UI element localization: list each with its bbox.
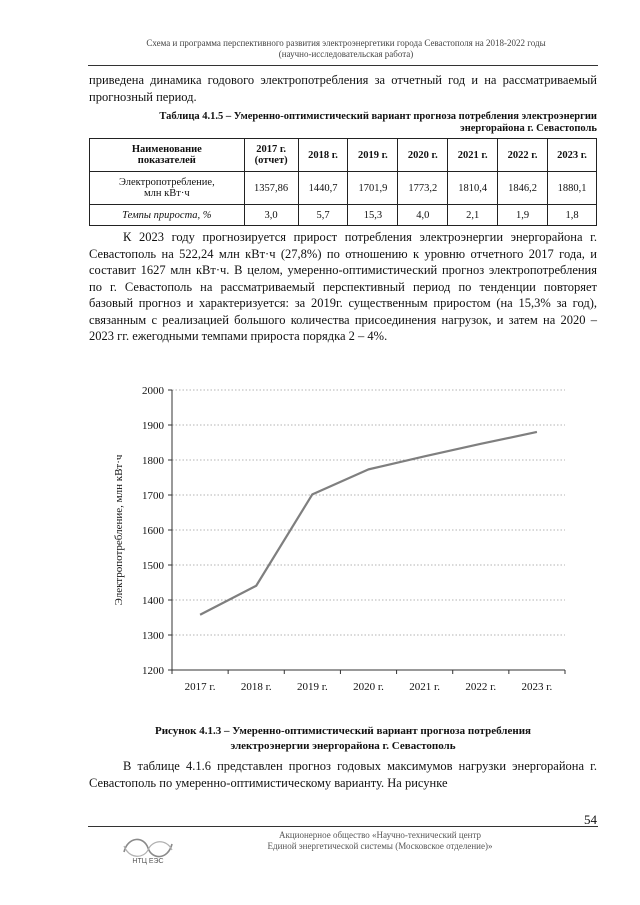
x-tick-label: 2021 г. bbox=[409, 681, 441, 693]
tail-paragraph: В таблице 4.1.6 представлен прогноз годовых максимумов нагрузки энергорайона г. Севастополь по умеренно-оптимистическому варианту. На рисунке bbox=[89, 759, 597, 790]
header-cell-year: 2018 г. bbox=[298, 139, 348, 172]
table-cell: 1,9 bbox=[498, 205, 548, 226]
footer bbox=[200, 830, 560, 852]
x-tick-labels bbox=[172, 670, 565, 693]
table-cell: 4,0 bbox=[398, 205, 448, 226]
table-caption-line1: Таблица 4.1.5 – Умеренно-оптимистический вариант прогноза потребления электроэнергии bbox=[159, 111, 597, 122]
table-caption bbox=[89, 111, 597, 135]
table-cell: 15,3 bbox=[348, 205, 398, 226]
y-tick-label: 1700 bbox=[142, 490, 164, 502]
consumption-line-chart bbox=[100, 380, 580, 710]
table-cell: 1810,4 bbox=[448, 172, 498, 205]
header-cell-year: 2022 г. bbox=[498, 139, 548, 172]
table-cell: 3,0 bbox=[244, 205, 298, 226]
header-cell-year: 2023 г. bbox=[548, 139, 597, 172]
y-tick-labels bbox=[142, 385, 172, 677]
x-tick-label: 2017 г. bbox=[184, 681, 216, 693]
header-name-line2: показателей bbox=[137, 155, 196, 166]
footer-line2: Единой энергетической системы (Московское отделение)» bbox=[267, 841, 493, 851]
header-subtitle: (научно-исследовательская работа) bbox=[278, 49, 414, 59]
table-cell: 1773,2 bbox=[398, 172, 448, 205]
table-cell: 5,7 bbox=[298, 205, 348, 226]
table-cell: 1880,1 bbox=[548, 172, 597, 205]
y-tick-label: 1900 bbox=[142, 420, 164, 432]
x-tick-label: 2019 г. bbox=[296, 681, 328, 693]
table-cell: 2,1 bbox=[448, 205, 498, 226]
table-row-growth bbox=[90, 205, 597, 226]
forecast-table bbox=[89, 138, 597, 226]
y-tick-label: 1300 bbox=[142, 630, 164, 642]
header-cell-year: 2019 г. bbox=[348, 139, 398, 172]
y-tick-label: 1800 bbox=[142, 455, 164, 467]
page-number: 54 bbox=[584, 812, 597, 827]
row-label-line2: млн кВт·ч bbox=[144, 188, 190, 199]
company-logo bbox=[118, 832, 178, 866]
row-label-line1: Электропотребление, bbox=[118, 177, 215, 188]
x-tick-label: 2018 г. bbox=[240, 681, 272, 693]
x-tick-label: 2022 г. bbox=[465, 681, 497, 693]
header-cell-name bbox=[90, 139, 245, 172]
y-tick-label: 2000 bbox=[142, 385, 164, 397]
y-tick-label: 1400 bbox=[142, 595, 164, 607]
table-cell: 1846,2 bbox=[498, 172, 548, 205]
table-cell: 1357,86 bbox=[244, 172, 298, 205]
y-tick-label: 1600 bbox=[142, 525, 164, 537]
header-cell-year: 2021 г. bbox=[448, 139, 498, 172]
table-row-consumption bbox=[90, 172, 597, 205]
y-tick-label: 1500 bbox=[142, 560, 164, 572]
y-axis-label: Электропотребление, млн кВт·ч bbox=[113, 454, 125, 606]
consumption-series-line bbox=[200, 432, 537, 615]
x-tick-label: 2023 г. bbox=[521, 681, 553, 693]
header-2017-line1: 2017 г. bbox=[256, 144, 287, 155]
table-cell: 1,8 bbox=[548, 205, 597, 226]
y-tick-label: 1200 bbox=[142, 665, 164, 677]
table-cell: 1701,9 bbox=[348, 172, 398, 205]
x-tick-label: 2020 г. bbox=[353, 681, 384, 693]
body-paragraph: К 2023 году прогнозируется прирост потребления электроэнергии энергорайона г. Севастополь на 522,24 млн кВт·ч (27,8%) по отношению к уровню отчетного 2017 года, и составит 1627 млн кВт·ч. В целом, умеренно-оптимистический прогноз электропотребления по г. Севастополь на рассматриваемый перспективный период по тенденции повторяет базовый прогноз и характеризуется: за 2019г. существенным приростом (на 15,3% за год), связанным с реализацией большого количества присоединения нагрузок, и затем на 2020 – 2023 гг. ежегодными темпами прироста порядка 2 – 4%. bbox=[89, 230, 597, 343]
table-caption-line2: энергорайона г. Севастополь bbox=[460, 123, 597, 134]
header-name-line1: Наименование bbox=[131, 144, 202, 155]
row-label-consumption bbox=[90, 172, 245, 205]
header-rule bbox=[88, 65, 598, 66]
footer-rule bbox=[88, 826, 598, 827]
figure-caption-line1: Рисунок 4.1.3 – Умеренно-оптимистический вариант прогноза потребления bbox=[155, 725, 531, 737]
header-title: Схема и программа перспективного развития электроэнергетики города Севастополя на 2018-2022 годы bbox=[146, 38, 546, 48]
intro-paragraph: приведена динамика годового электропотребления за отчетный год и на рассматриваемый прогнозный период. bbox=[89, 73, 597, 104]
footer-line1: Акционерное общество «Научно-технический центр bbox=[278, 830, 482, 840]
figure-caption-line2: электроэнергии энергорайона г. Севастополь bbox=[230, 740, 456, 752]
header-cell-2017 bbox=[244, 139, 298, 172]
table-cell: 1440,7 bbox=[298, 172, 348, 205]
table-header-row bbox=[90, 139, 597, 172]
row-label-growth: Темпы прироста, % bbox=[90, 205, 245, 226]
logo-text: НТЦ ЕЭС bbox=[132, 858, 164, 865]
header-2017-line2: (отчет) bbox=[254, 155, 288, 166]
header-cell-year: 2020 г. bbox=[398, 139, 448, 172]
running-header bbox=[96, 38, 596, 60]
figure-caption bbox=[89, 724, 597, 754]
